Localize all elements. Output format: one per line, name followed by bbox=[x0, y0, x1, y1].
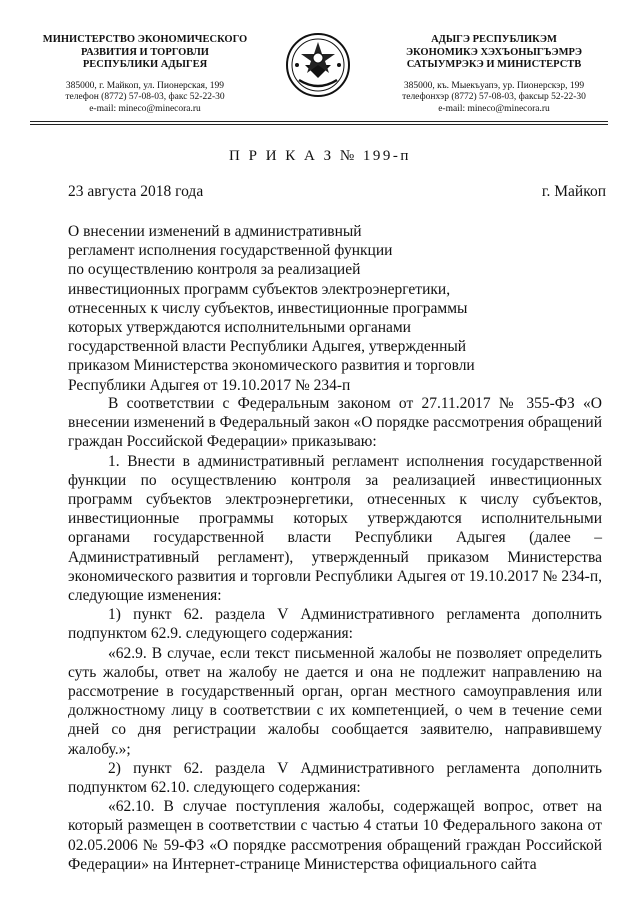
header-divider bbox=[30, 121, 608, 122]
phone: телефонхэр (8772) 57-08-03, факсыр 52-22-30 bbox=[402, 92, 586, 102]
org-name-line: ЭКОНОМИКЭ ХЭХЪОНЫГЪЭМРЭ bbox=[405, 46, 583, 58]
org-name-line: РАЗВИТИЯ И ТОРГОВЛИ bbox=[81, 46, 209, 58]
document-subject bbox=[68, 222, 538, 395]
contacts-ady bbox=[378, 81, 610, 116]
org-name-line: РЕСПУБЛИКИ АДЫГЕЯ bbox=[82, 59, 208, 70]
subject-line: которых утверждаются исполнительными органами bbox=[68, 319, 411, 337]
body-paragraph: В соответствии с Федеральным законом от 27.11.2017 № 355-ФЗ «О внесении изменений в Федеральный закон «О порядке рассмотрения обращений граждан Российской Федерации» приказываю: bbox=[68, 395, 602, 451]
document-title: П Р И К А З № 199-п bbox=[229, 148, 411, 164]
address: 385000, г. Майкоп, ул. Пионерская, 199 bbox=[65, 80, 225, 91]
subject-line: инвестиционных программ субъектов электроэнергетики, bbox=[68, 280, 451, 298]
phone: телефон (8772) 57-08-03, факс 52-22-30 bbox=[65, 92, 225, 102]
coat-of-arms-icon bbox=[285, 32, 351, 98]
email: e-mail: mineco@minecora.ru bbox=[438, 103, 550, 114]
subject-line: приказом Министерства экономического развития и торговли bbox=[68, 357, 475, 375]
org-name-line: АДЫГЭ РЕСПУБЛИКЭМ bbox=[431, 34, 557, 45]
org-name-ru bbox=[30, 34, 260, 72]
subject-line: государственной власти Республики Адыгея, утвержденный bbox=[68, 338, 467, 356]
letterhead-right bbox=[378, 34, 610, 115]
org-name-line: МИНИСТЕРСТВО ЭКОНОМИЧЕСКОГО bbox=[42, 34, 248, 45]
org-name-line: САТЫУМРЭКЭ И МИНИСТЕРСТВ bbox=[406, 59, 582, 70]
subject-line: Республики Адыгея от 19.10.2017 № 234-п bbox=[68, 376, 351, 394]
body-paragraph: «62.9. В случае, если текст письменной жалобы не позволяет определить суть жалобы, ответ на жалобу не дается и она не подлежит направлению на рассмотрение в государственный орган, орган местного самоуправления или должностному лицу в соответствии с их компетенцией, о чем в течение семи дней со дня регистрации жалобы сообщается заявителю, направившему жалобу.»; bbox=[68, 644, 602, 758]
email: e-mail: mineco@minecora.ru bbox=[89, 103, 201, 114]
subject-line: по осуществлению контроля за реализацией bbox=[68, 261, 361, 279]
body-paragraph: 2) пункт 62. раздела V Административного регламента дополнить подпунктом 62.10. следующего содержания: bbox=[68, 759, 602, 797]
document-date: 23 августа 2018 года bbox=[68, 183, 204, 200]
body-paragraph: 1. Внести в административный регламент исполнения государственной функции по осуществлению контроля за реализацией инвестиционных программ субъектов электроэнергетики, отнесенных к числу субъектов, инвестиционные программы которых утверждаются исполнительными органами государственной власти Республики Адыгея (далее – Административный регламент), утвержденный приказом Министерства экономического развития и торговли Республики Адыгея от 19.10.2017 № 234-п, следующие изменения: bbox=[68, 452, 602, 605]
subject-line: О внесении изменений в административный bbox=[68, 223, 362, 240]
org-name-ady bbox=[378, 34, 610, 72]
address: 385000, къ. Мыекъуапэ, ур. Пионерскэр, 199 bbox=[403, 80, 585, 91]
body-paragraph: 1) пункт 62. раздела V Административного регламента дополнить подпунктом 62.9. следующего содержания: bbox=[68, 606, 602, 643]
subject-line: регламент исполнения государственной функции bbox=[68, 242, 393, 260]
header-divider bbox=[30, 124, 608, 125]
body-paragraph: «62.10. В случае поступления жалобы, содержащей вопрос, ответ на который размещен в соответствии с частью 4 статьи 10 Федерального закона от 02.05.2006 № 59-ФЗ «О порядке рассмотрения обращений граждан Российской Федерации» на Интернет-странице Министерства официального сайта bbox=[68, 798, 602, 873]
document-city: г. Майкоп bbox=[541, 183, 606, 200]
subject-line: отнесенных к числу субъектов, инвестиционные программы bbox=[68, 299, 468, 317]
letterhead-left bbox=[30, 34, 260, 115]
contacts-ru bbox=[30, 81, 260, 116]
document-body bbox=[68, 394, 602, 874]
